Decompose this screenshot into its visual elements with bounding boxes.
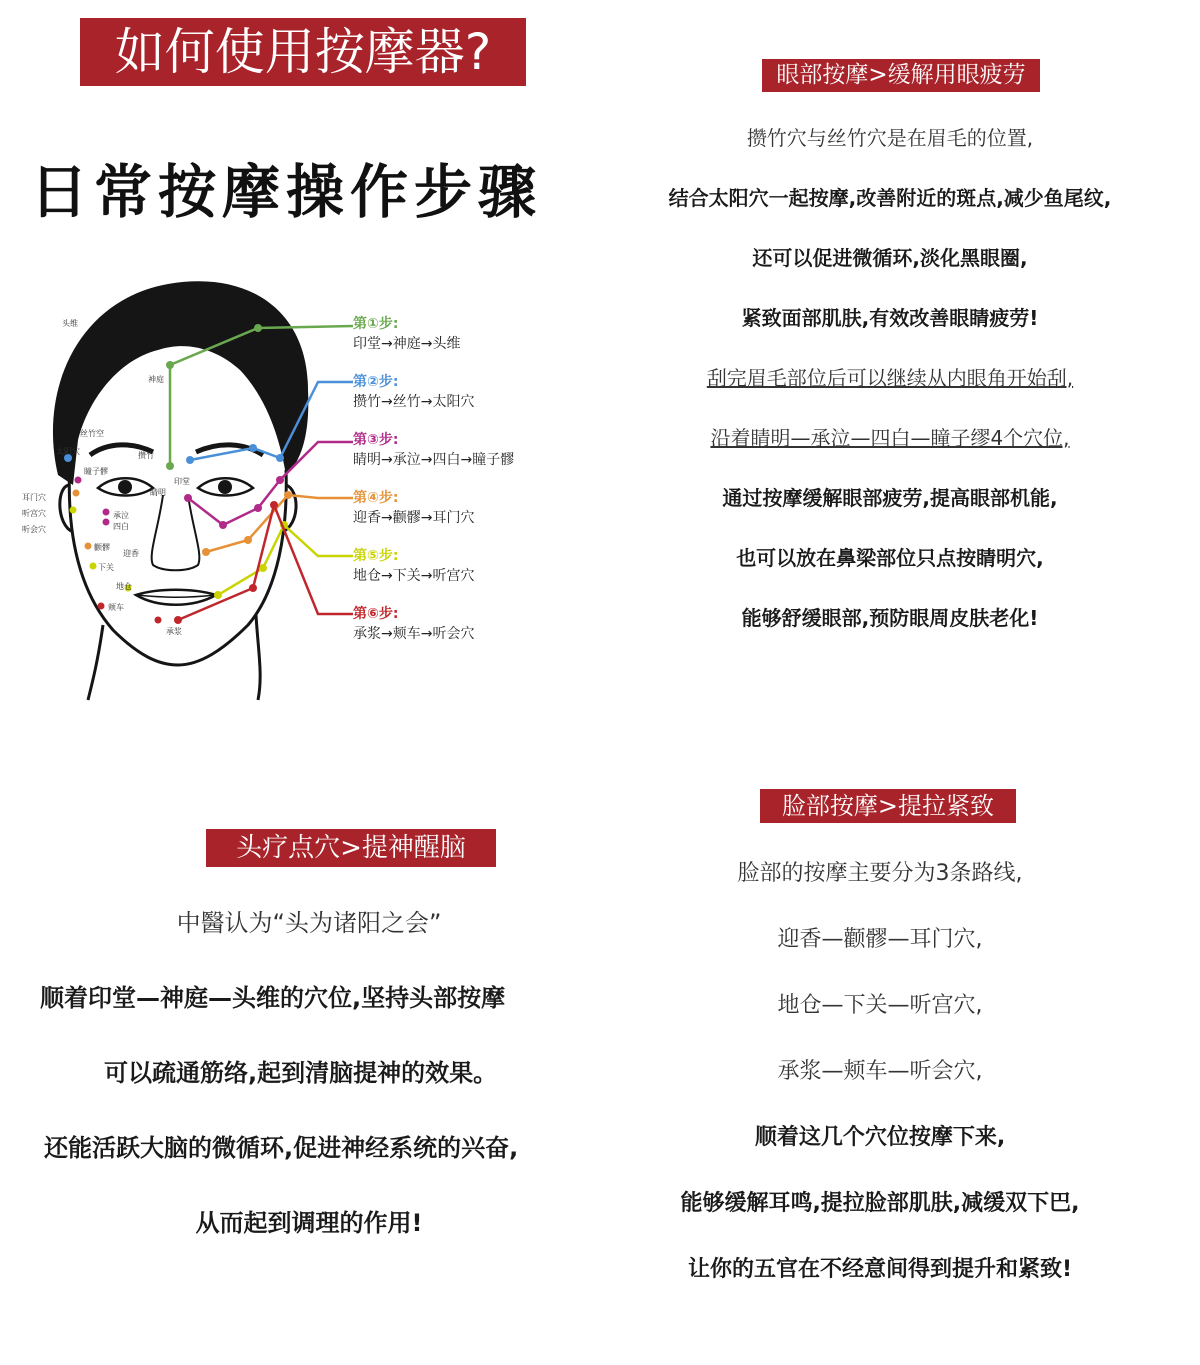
head-massage-banner: 头疗点穴>提神醒脑 [206, 829, 496, 867]
point-label: 四白 [113, 522, 129, 531]
text-line: 从而起到调理的作用! [195, 1209, 423, 1237]
main-banner: 如何使用按摩器? [80, 18, 526, 86]
step-desc: 睛明→承泣→四白→瞳子髎 [353, 452, 515, 468]
text-line: 顺着这几个穴位按摩下来, [754, 1125, 1006, 1150]
text-line: 沿着睛明—承泣—四白—瞳子缪4个穴位, [710, 426, 1070, 450]
point-label: 听会穴 [22, 525, 46, 534]
text-line: 攒竹穴与丝竹穴是在眉毛的位置, [746, 126, 1034, 150]
point-label: 听宫穴 [22, 509, 46, 518]
step-5 [353, 546, 474, 586]
step-desc: 迎香→颧髎→耳门穴 [353, 510, 475, 526]
text-line: 承浆—颊车—听会穴, [777, 1059, 983, 1084]
point-label: 迎香 [123, 549, 139, 558]
point-label: 丝竹空 [80, 429, 104, 438]
step-3 [353, 430, 514, 470]
point-label: 地仓 [116, 582, 132, 591]
text-line: 紧致面部肌肤,有效改善眼睛疲劳! [741, 306, 1039, 330]
page-title: 日常按摩操作步骤 [30, 158, 543, 226]
text-line: 脸部的按摩主要分为3条路线, [737, 861, 1023, 886]
point-label: 头维 [62, 319, 78, 328]
text-line: 能够舒缓眼部,预防眼周皮肤老化! [741, 606, 1039, 630]
step-label: 第③步: [353, 432, 399, 448]
text-line: 迎香—颧髎—耳门穴, [777, 927, 983, 952]
face-illustration [18, 270, 598, 710]
step-label: 第①步: [353, 316, 399, 332]
point-label: 耳门穴 [22, 493, 46, 502]
eye-massage-text [610, 118, 1170, 658]
step-label: 第②步: [353, 374, 399, 390]
eye-massage-banner: 眼部按摩>缓解用眼疲劳 [762, 59, 1040, 92]
text-line: 也可以放在鼻梁部位只点按睛明穴, [736, 546, 1044, 570]
point-label: 颧髎 [94, 543, 110, 552]
text-line: 结合太阳穴一起按摩,改善附近的斑点,减少鱼尾纹, [668, 186, 1112, 210]
point-label: 印堂 [174, 477, 190, 486]
point-label: 神庭 [148, 375, 164, 384]
point-label: 承浆 [166, 627, 182, 636]
point-label: 太阳穴 [56, 447, 80, 456]
text-line: 中醫认为“头为诸阳之会” [176, 909, 442, 937]
step-desc: 地仓→下关→听宫穴 [353, 568, 475, 584]
text-line: 通过按摩缓解眼部疲劳,提高眼部机能, [722, 486, 1058, 510]
step-desc: 印堂→神庭→头维 [353, 336, 461, 352]
text-line: 让你的五官在不经意间得到提升和紧致! [687, 1257, 1073, 1282]
step-2 [353, 372, 474, 412]
face-massage-text [600, 852, 1160, 1314]
text-line: 可以疏通筋络,起到清脑提神的效果。 [104, 1059, 498, 1087]
head-massage-text [40, 898, 578, 1273]
point-label: 攒竹 [138, 451, 154, 460]
text-line: 顺着印堂—神庭—头维的穴位,坚持头部按摩 [40, 984, 506, 1012]
face-diagram [18, 270, 598, 710]
step-label: 第⑥步: [353, 606, 399, 622]
text-line: 还能活跃大脑的微循环,促进神经系统的兴奋, [44, 1134, 519, 1162]
text-line: 地仓—下关—听宫穴, [777, 993, 983, 1018]
step-label: 第⑤步: [353, 548, 399, 564]
point-label: 承泣 [113, 511, 129, 520]
step-desc: 承浆→颊车→听会穴 [353, 626, 475, 642]
step-desc: 攒竹→丝竹→太阳穴 [353, 394, 475, 410]
step-label: 第④步: [353, 490, 399, 506]
text-line: 刮完眉毛部位后可以继续从内眼角开始刮, [706, 366, 1074, 390]
step-1 [353, 314, 460, 354]
point-label: 下关 [98, 563, 114, 572]
step-4 [353, 488, 474, 528]
point-label: 睛明 [150, 488, 166, 497]
text-line: 能够缓解耳鸣,提拉脸部肌肤,减缓双下巴, [680, 1191, 1080, 1216]
text-line: 还可以促进微循环,淡化黑眼圈, [752, 246, 1028, 270]
point-label: 瞳子髎 [84, 467, 108, 476]
face-massage-banner: 脸部按摩>提拉紧致 [760, 789, 1016, 823]
step-6 [353, 604, 474, 644]
point-label: 颊车 [108, 603, 124, 612]
